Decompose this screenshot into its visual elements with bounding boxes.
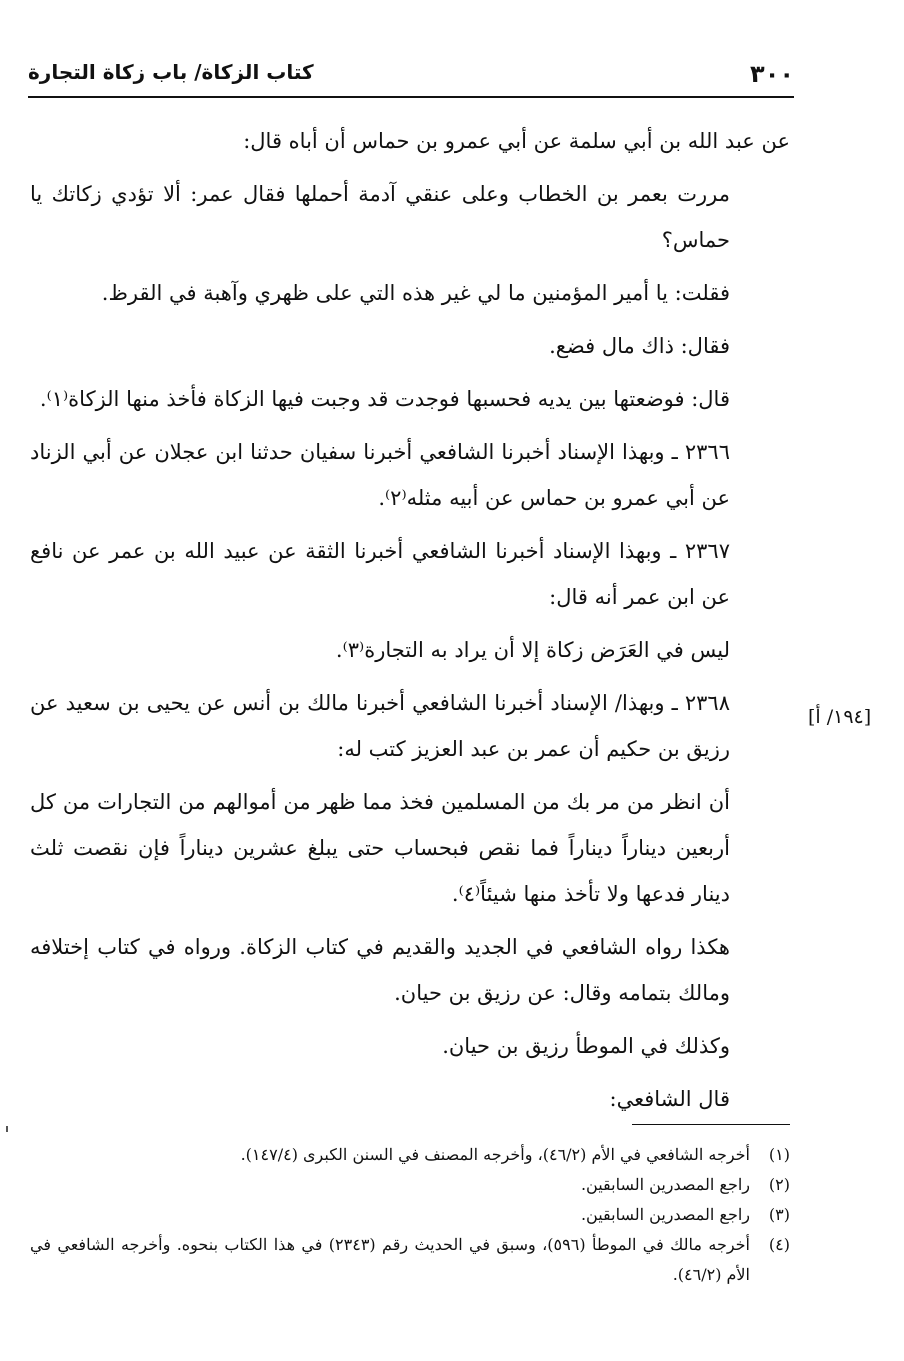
running-title: كتاب الزكاة/ باب زكاة التجارة: [28, 60, 314, 84]
footnote-text: راجع المصدرين السابقين.: [580, 1205, 750, 1224]
paragraph: قال: فوضعتها بين يديه فحسبها فوجدت قد وجبت فيها الزكاة فأخذ منها الزكاة⁽١⁾.: [39, 387, 730, 411]
footnote: [30, 1170, 790, 1200]
page-header: [28, 54, 794, 98]
footnote-separator: [632, 1124, 790, 1125]
paragraph: فقلت: يا أمير المؤمنين ما لي غير هذه التي على ظهري وآهبة في القرظ.: [101, 281, 730, 305]
footnote-label: (٣): [768, 1205, 790, 1224]
paragraph: قال الشافعي:: [609, 1087, 730, 1111]
footnote: [30, 1200, 790, 1230]
footnote-text: أخرجه الشافعي في الأم (٤٦/٢)، وأخرجه المصنف في السنن الكبرى (١٤٧/٤).: [240, 1145, 750, 1164]
footnote: [30, 1230, 790, 1290]
paragraph: ليس في العَرَض زكاة إلا أن يراد به التجارة⁽٣⁾.: [335, 638, 730, 662]
footnotes: [30, 1140, 790, 1290]
paragraph: مررت بعمر بن الخطاب وعلى عنقي آدمة أحملها فقال عمر: ألا تؤدي زكاتك يا حماس؟: [30, 182, 730, 252]
footnote-text: أخرجه مالك في الموطأ (٥٩٦)، وسبق في الحديث رقم (٢٣٤٣) في هذا الكتاب بنحوه. وأخرجه الشافعي في الأم (٤٦/٢).: [30, 1235, 751, 1284]
footnote: [30, 1140, 790, 1170]
paragraph: أن انظر من مر بك من المسلمين فخذ مما ظهر من أموالهم من التجارات من كل أربعين ديناراً ديناراً فما نقص فبحساب حتى يبلغ عشرين ديناراً فإن نقصت ثلث دينار فدعها ولا تأخذ منها شيئاً⁽٤⁾.: [30, 790, 730, 906]
footnote-text: راجع المصدرين السابقين.: [580, 1175, 750, 1194]
paragraph: وكذلك في الموطأ رزيق بن حيان.: [442, 1034, 730, 1058]
paragraph: فقال: ذاك مال فضع.: [549, 334, 730, 358]
footnote-label: (١): [768, 1145, 790, 1164]
manuscript-folio-ref: [١٩٤/ أ]: [808, 706, 872, 728]
main-text: [30, 118, 790, 1129]
scan-speck: [6, 1126, 8, 1132]
paragraph: هكذا رواه الشافعي في الجديد والقديم في كتاب الزكاة. ورواه في كتاب إختلافه ومالك بتمامه وقال: عن رزيق بن حيان.: [30, 935, 730, 1005]
hadith-2367: ٢٣٦٧ ـ وبهذا الإسناد أخبرنا الشافعي أخبرنا الثقة عن عبيد الله بن عمر عن نافع عن ابن عمر أنه قال:: [30, 539, 730, 609]
footnote-label: (٢): [768, 1175, 790, 1194]
page-number: ٣٠٠: [750, 60, 794, 88]
footnote-label: (٤): [768, 1235, 790, 1254]
hadith-2366: ٢٣٦٦ ـ وبهذا الإسناد أخبرنا الشافعي أخبرنا سفيان حدثنا ابن عجلان عن أبي الزناد عن أبي عمرو بن حماس عن أبيه مثله⁽٢⁾.: [30, 440, 730, 510]
hadith-2368: ٢٣٦٨ ـ وبهذا/ الإسناد أخبرنا الشافعي أخبرنا مالك بن أنس عن يحيى بن سعيد عن رزيق بن حكيم أن عمر بن عبد العزيز كتب له:: [30, 691, 730, 761]
paragraph: عن عبد الله بن أبي سلمة عن أبي عمرو بن حماس أن أباه قال:: [243, 129, 790, 153]
